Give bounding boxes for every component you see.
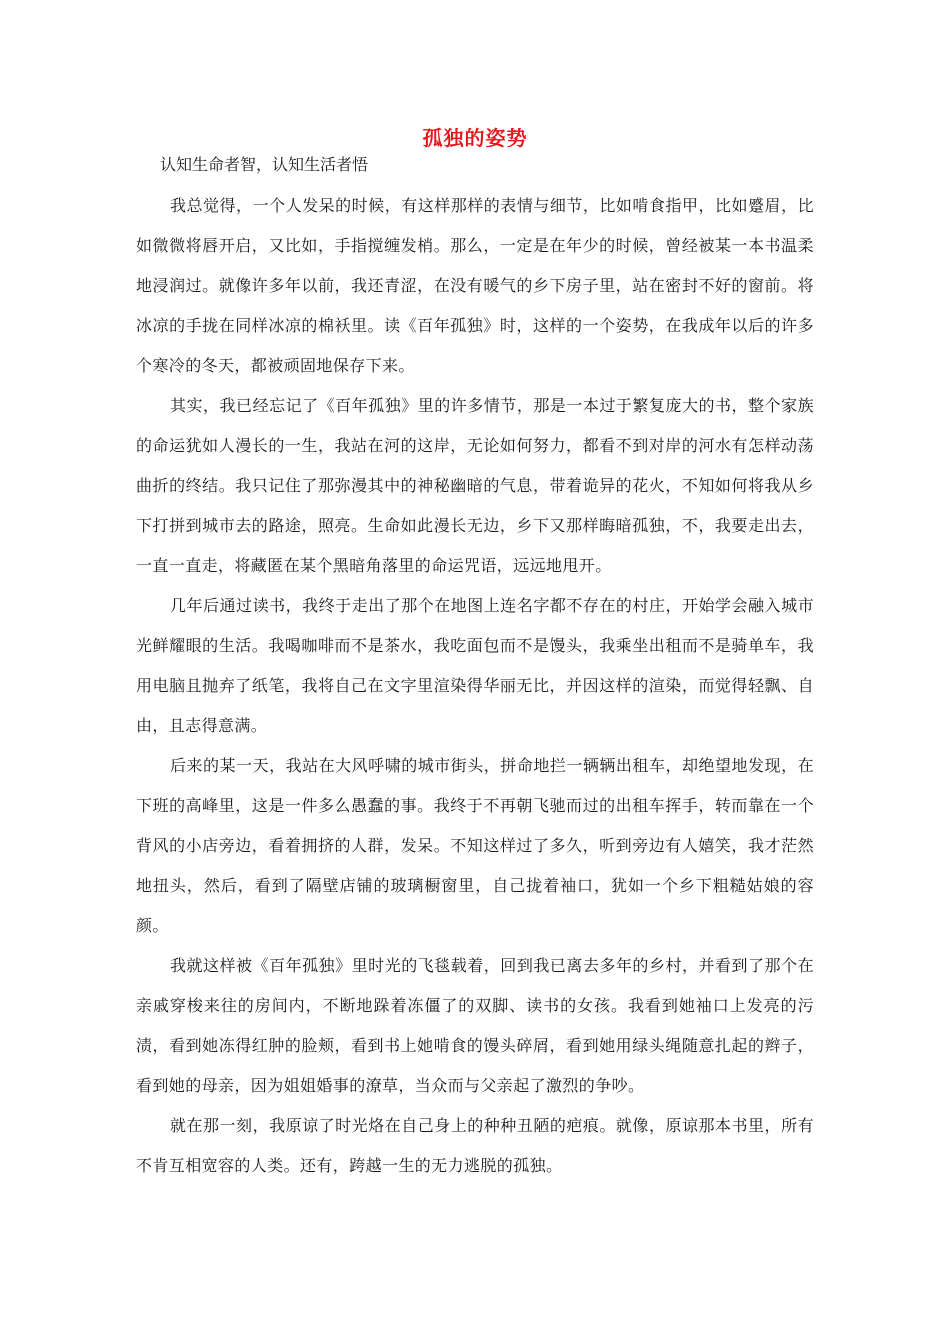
paragraph: 我总觉得，一个人发呆的时候，有这样那样的表情与细节，比如啃食指甲，比如蹙眉，比如微微将唇开启，又比如，手指搅缠发梢。那么，一定是在年少的时候，曾经被某一本书温柔地浸润过。就像许多年以前，我还青涩，在没有暖气的乡下房子里，站在密封不好的窗前。将冰凉的手拢在同样冰凉的棉袄里。读《百年孤独》时，这样的一个姿势，在我成年以后的许多个寒冷的冬天，都被顽固地保存下来。	[136, 196, 814, 375]
article-body	[136, 186, 814, 1186]
paragraph: 就在那一刻，我原谅了时光烙在自己身上的种种丑陋的疤痕。就像，原谅那本书里，所有不肯互相宽容的人类。还有，跨越一生的无力逃脱的孤独。	[136, 1116, 814, 1175]
paragraph: 后来的某一天，我站在大风呼啸的城市街头，拼命地拦一辆辆出租车，却绝望地发现，在下班的高峰里，这是一件多么愚蠢的事。我终于不再朝飞驰而过的出租车挥手，转而靠在一个背风的小店旁边，看着拥挤的人群，发呆。不知这样过了多久，听到旁边有人嬉笑，我才茫然地扭头，然后，看到了隔壁店铺的玻璃橱窗里，自己拢着袖口，犹如一个乡下粗糙姑娘的容颜。	[136, 756, 814, 935]
paragraph: 几年后通过读书，我终于走出了那个在地图上连名字都不存在的村庄，开始学会融入城市光鲜耀眼的生活。我喝咖啡而不是茶水，我吃面包而不是馒头，我乘坐出租而不是骑单车，我用电脑且抛弃了纸笔，我将自己在文字里渲染得华丽无比，并因这样的渲染，而觉得轻飘、自由，且志得意满。	[136, 596, 814, 735]
article-title: 孤独的姿势	[422, 126, 528, 150]
paragraph: 其实，我已经忘记了《百年孤独》里的许多情节，那是一本过于繁复庞大的书，整个家族的命运犹如人漫长的一生，我站在河的这岸，无论如何努力，都看不到对岸的河水有怎样动荡曲折的终结。我只记住了那弥漫其中的神秘幽暗的气息，带着诡异的花火，不知如何将我从乡下打拼到城市去的路途，照亮。生命如此漫长无边，乡下又那样晦暗孤独，不，我要走出去，一直一直走，将藏匿在某个黑暗角落里的命运咒语，远远地甩开。	[136, 396, 814, 575]
article-subtitle: 认知生命者智，认知生活者悟	[160, 155, 369, 174]
paragraph: 我就这样被《百年孤独》里时光的飞毯载着，回到我已离去多年的乡村，并看到了那个在亲戚穿梭来往的房间内，不断地跺着冻僵了的双脚、读书的女孩。我看到她袖口上发亮的污渍，看到她冻得红肿的脸颊，看到书上她啃食的馒头碎屑，看到她用绿头绳随意扎起的辫子，看到她的母亲，因为姐姐婚事的潦草，当众而与父亲起了激烈的争吵。	[136, 956, 814, 1095]
